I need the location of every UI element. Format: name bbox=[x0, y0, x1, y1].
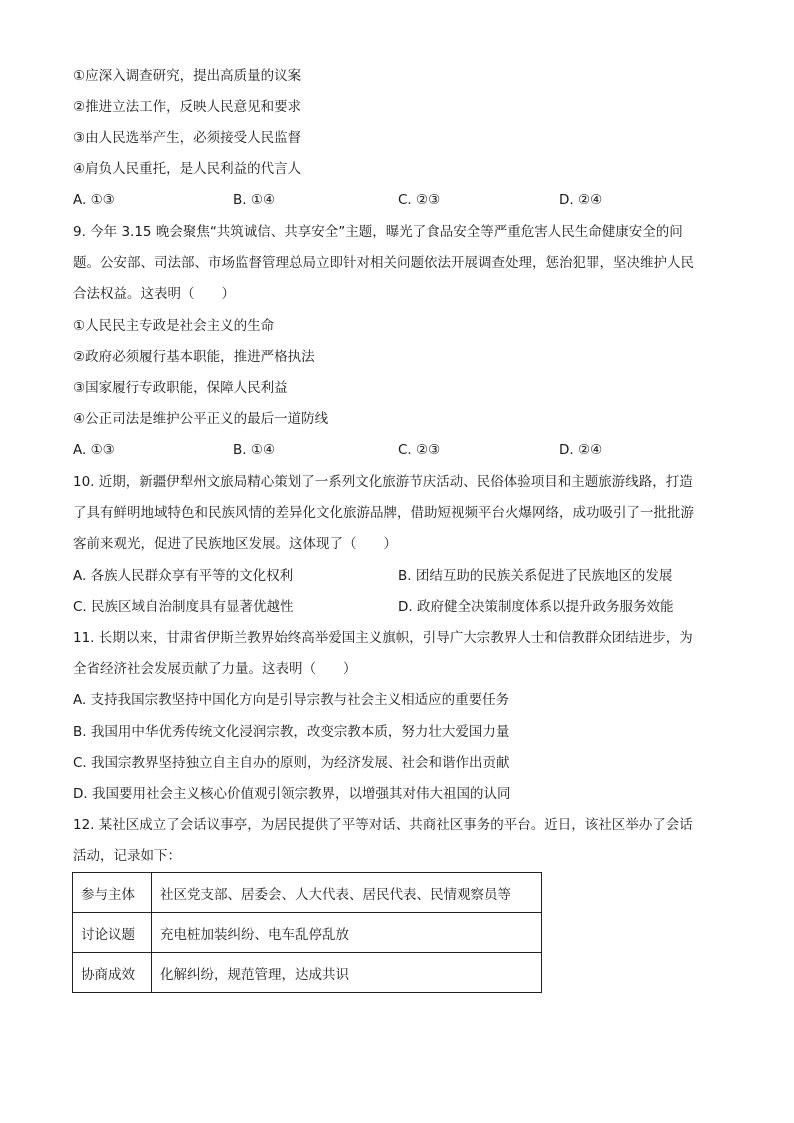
q10-option-b: B. 团结互助的民族关系促进了民族地区的发展 bbox=[398, 568, 673, 584]
q10-option-a: A. 各族人民群众享有平等的文化权利 bbox=[73, 568, 294, 584]
q11-stem-line-1: 11. 长期以来，甘肃省伊斯兰教界始终高举爱国主义旗帜，引导广大宗教界人士和信教群众团结进步，为 bbox=[73, 630, 693, 646]
table-key-cell: 参与主体 bbox=[73, 873, 152, 913]
q9-stem-line-1: 9. 今年 3.15 晚会聚焦“共筑诚信、共享安全”主题，曝光了食品安全等严重危害人民生命健康安全的问 bbox=[73, 224, 683, 240]
q9-stem-line-3: 合法权益。这表明（ ） bbox=[73, 286, 235, 302]
q9-stem-line-2: 题。公安部、司法部、市场监督管理总局立即针对相关问题依法开展调查处理，惩治犯罪，坚决维护人民 bbox=[73, 255, 694, 271]
q8-statement-1: ①应深入调查研究，提出高质量的议案 bbox=[73, 68, 302, 84]
table-key-cell: 协商成效 bbox=[73, 953, 152, 993]
q10-option-d: D. 政府健全决策制度体系以提升政务服务效能 bbox=[398, 599, 674, 615]
q11-option-d: D. 我国要用社会主义核心价值观引领宗教界，以增强其对伟大祖国的认同 bbox=[73, 786, 511, 802]
q10-stem-line-3: 客前来观光，促进了民族地区发展。这体现了（ ） bbox=[73, 536, 397, 552]
q11-stem-line-2: 全省经济社会发展贡献了力量。这表明（ ） bbox=[73, 661, 357, 677]
table-value-cell: 化解纠纷，规范管理，达成共识 bbox=[152, 953, 542, 993]
table-row bbox=[73, 953, 542, 993]
q8-option-b: B. ①④ bbox=[233, 192, 276, 208]
q9-option-d: D. ②④ bbox=[559, 442, 603, 458]
q9-statement-3: ③国家履行专政职能，保障人民利益 bbox=[73, 380, 288, 396]
q10-stem-line-2: 了具有鲜明地域特色和民族风情的差异化文化旅游品牌，借助短视频平台火爆网络，成功吸引了一批批游 bbox=[73, 505, 694, 521]
table-row bbox=[73, 913, 542, 953]
q11-option-b: B. 我国用中华优秀传统文化浸润宗教，改变宗教本质，努力壮大爱国力量 bbox=[73, 724, 510, 740]
q11-option-a: A. 支持我国宗教坚持中国化方向是引导宗教与社会主义相适应的重要任务 bbox=[73, 692, 510, 708]
table-key-cell: 讨论议题 bbox=[73, 913, 152, 953]
q9-statement-1: ①人民民主专政是社会主义的生命 bbox=[73, 318, 275, 334]
q8-option-d: D. ②④ bbox=[559, 192, 603, 208]
q10-option-c: C. 民族区域自治制度具有显著优越性 bbox=[73, 599, 294, 615]
q12-stem-line-2: 活动，记录如下： bbox=[73, 848, 181, 864]
q8-statement-3: ③由人民选举产生，必须接受人民监督 bbox=[73, 130, 302, 146]
meeting-record-table bbox=[72, 872, 542, 993]
q8-option-a: A. ①③ bbox=[73, 192, 115, 208]
q9-option-c: C. ②③ bbox=[398, 442, 441, 458]
q8-option-c: C. ②③ bbox=[398, 192, 441, 208]
table-value-cell: 充电桩加装纠纷、电车乱停乱放 bbox=[152, 913, 542, 953]
table-value-cell: 社区党支部、居委会、人大代表、居民代表、民情观察员等 bbox=[152, 873, 542, 913]
q9-option-b: B. ①④ bbox=[233, 442, 276, 458]
table-row bbox=[73, 873, 542, 913]
q8-statement-4: ④肩负人民重托，是人民利益的代言人 bbox=[73, 161, 302, 177]
q11-option-c: C. 我国宗教界坚持独立自主自办的原则，为经济发展、社会和谐作出贡献 bbox=[73, 755, 510, 771]
q8-statement-2: ②推进立法工作，反映人民意见和要求 bbox=[73, 99, 302, 115]
q9-option-a: A. ①③ bbox=[73, 442, 115, 458]
q9-statement-4: ④公正司法是维护公平正义的最后一道防线 bbox=[73, 411, 329, 427]
q9-statement-2: ②政府必须履行基本职能，推进严格执法 bbox=[73, 349, 315, 365]
q10-stem-line-1: 10. 近期，新疆伊犁州文旅局精心策划了一系列文化旅游节庆活动、民俗体验项目和主题旅游线路，打造 bbox=[73, 474, 693, 490]
q12-stem-line-1: 12. 某社区成立了会话议事亭，为居民提供了平等对话、共商社区事务的平台。近日，该社区举办了会话 bbox=[73, 817, 693, 833]
